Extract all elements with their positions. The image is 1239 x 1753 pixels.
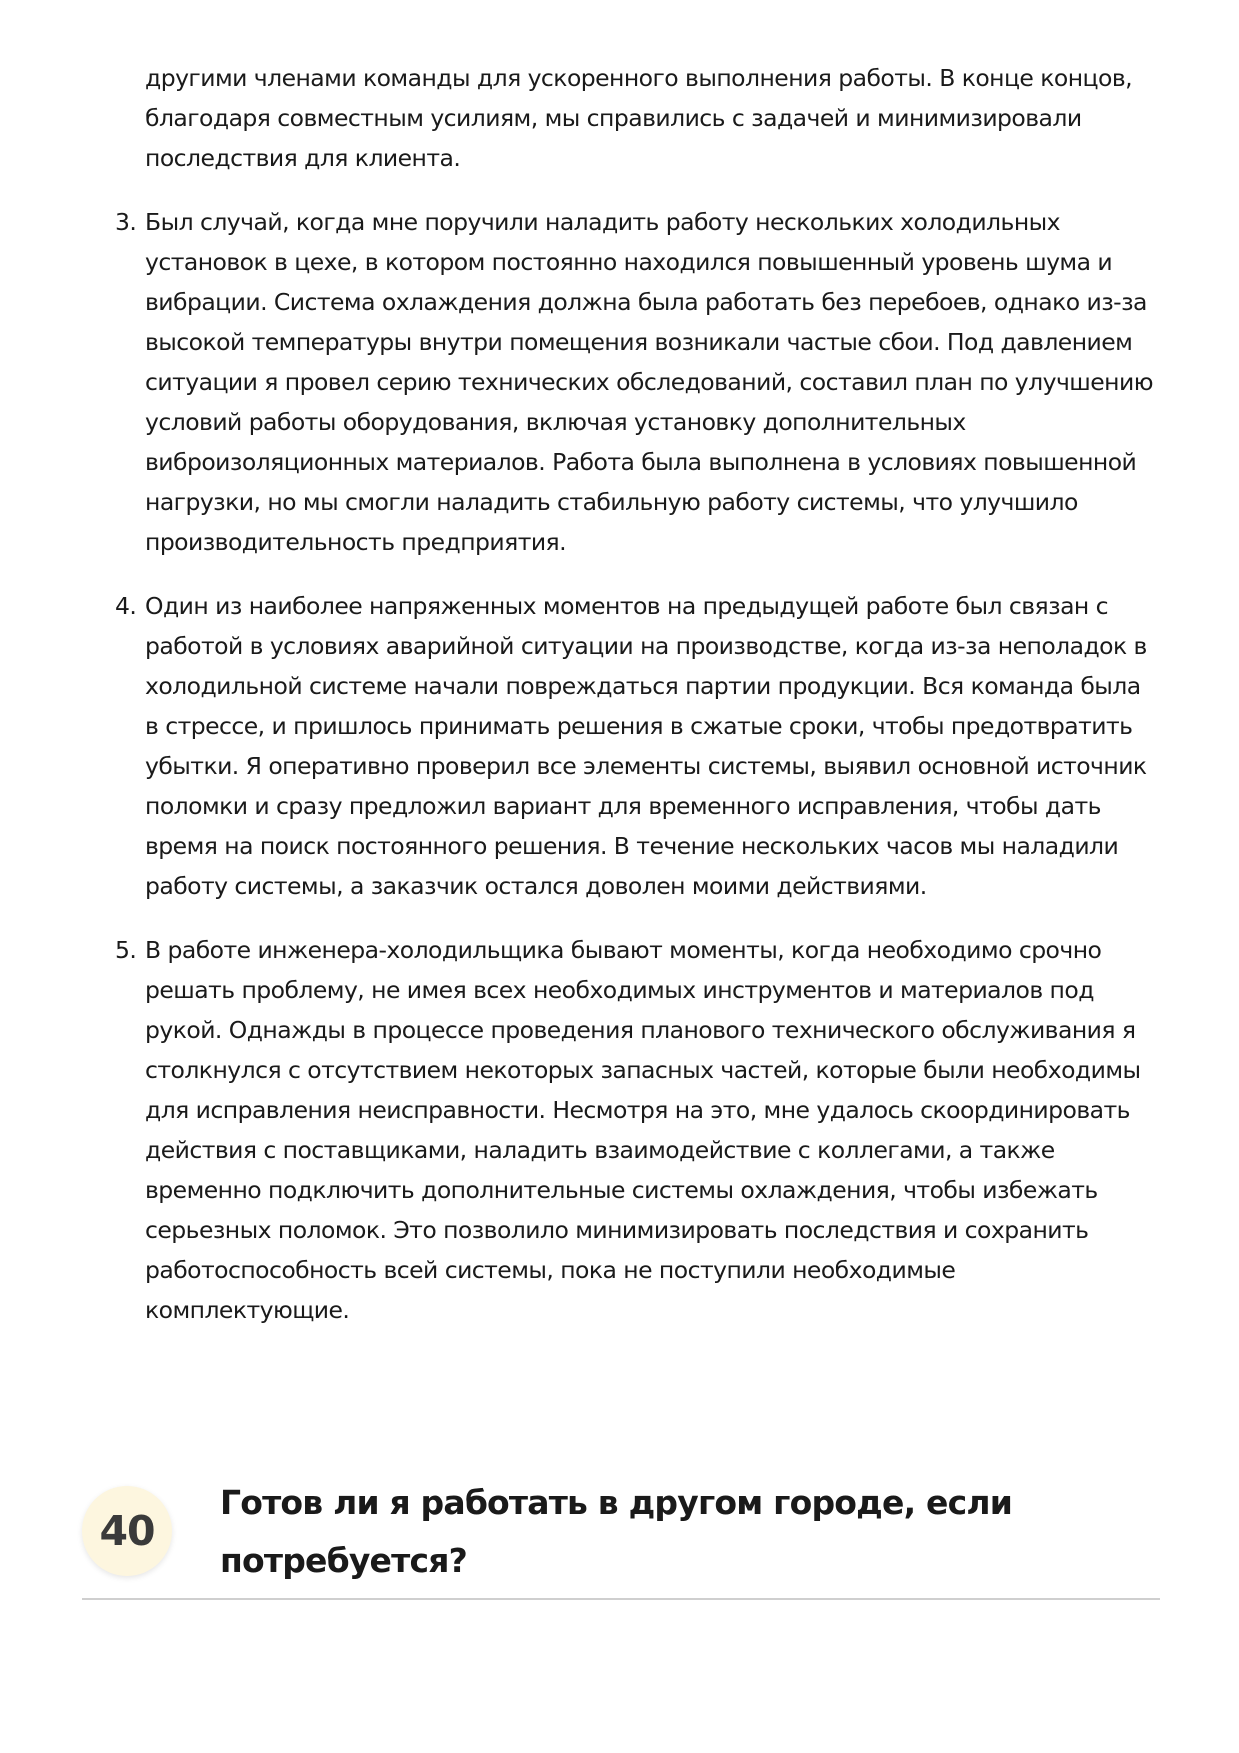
list-item — [115, 586, 1155, 906]
intro-paragraph: другими членами команды для ускоренного выполнения работы. В конце концов, благодаря совместным усилиям, мы справились с задачей и минимизировали последствия для клиента. — [145, 64, 1133, 172]
list-item-text: Один из наиболее напряженных моментов на предыдущей работе был связан с работой в условиях аварийной ситуации на производстве, когда из-за неполадок в холодильной системе начали повреждаться партии продукции. Вся команда была в стрессе, и пришлось принимать решения в сжатые сроки, чтобы предотвратить убытки. Я оперативно проверил все элементы системы, выявил основной источник поломки и сразу предложил вариант для временного исправления, чтобы дать время на поиск постоянного решения. В течение нескольких часов мы наладили работу системы, а заказчик остался доволен моими действиями. — [145, 592, 1147, 900]
list-item-number: 3. — [115, 208, 137, 236]
document-body — [115, 58, 1155, 1330]
question-title: Готов ли я работать в другом городе, если потребуется? — [220, 1483, 1013, 1580]
question-section-header — [82, 1466, 1160, 1600]
list-item-number: 4. — [115, 592, 137, 620]
list-item — [115, 202, 1155, 562]
list-item-text: В работе инженера-холодильщика бывают моменты, когда необходимо срочно решать проблему, не имея всех необходимых инструментов и материалов под рукой. Однажды в процессе проведения планового технического обслуживания я столкнулся с отсутствием некоторых запасных частей, которые были необходимы для исправления неисправности. Несмотря на это, мне удалось скоординировать действия с поставщиками, наладить взаимодействие с коллегами, а также временно подключить дополнительные системы охлаждения, чтобы избежать серьезных поломок. Это позволило минимизировать последствия и сохранить работоспособность всей системы, пока не поступили необходимые комплектующие. — [145, 936, 1141, 1324]
list-item-text: Был случай, когда мне поручили наладить работу нескольких холодильных установок в цехе, в котором постоянно находился повышенный уровень шума и вибрации. Система охлаждения должна была работать без перебоев, однако из-за высокой температуры внутри помещения возникали частые сбои. Под давлением ситуации я провел серию технических обследований, составил план по улучшению условий работы оборудования, включая установку дополнительных виброизоляционных материалов. Работа была выполнена в условиях повышенной нагрузки, но мы смогли наладить стабильную работу системы, что улучшило производительность предприятия. — [145, 208, 1153, 556]
list-item — [115, 930, 1155, 1330]
list-item-number: 5. — [115, 936, 137, 964]
question-number-badge: 40 — [82, 1486, 172, 1576]
